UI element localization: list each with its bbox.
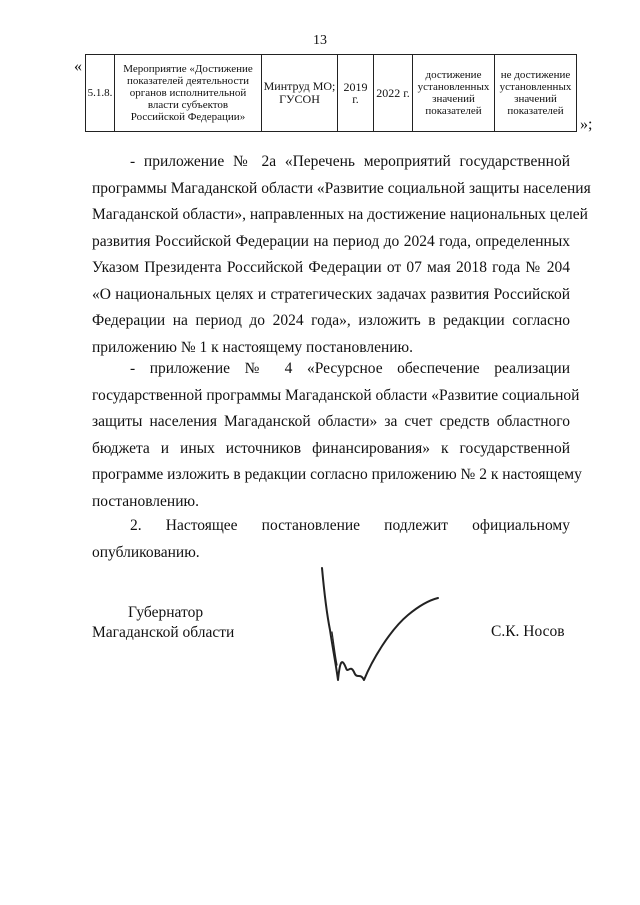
- opening-quote: «: [74, 58, 82, 75]
- event-cell: [115, 55, 262, 132]
- text-line: развития Российской Федерации на период до 2024 года, определенных: [92, 232, 570, 250]
- signatory-name: С.К. Носов: [491, 623, 565, 640]
- text-line: «О национальных целях и стратегических задачах развития Российской: [92, 285, 570, 303]
- handwritten-signature: [310, 560, 450, 700]
- signatory-title-line: Магаданской области: [92, 624, 235, 641]
- text-line: программы Магаданской области «Развитие социальной защиты населения: [92, 179, 591, 197]
- text-line: постановлению.: [92, 492, 199, 510]
- failure-cell: [495, 55, 577, 132]
- text-line: приложению № 1 к настоящему постановлению.: [92, 338, 413, 356]
- event-line: органов исполнительной: [129, 87, 247, 99]
- event-line: Мероприятие «Достижение: [123, 63, 253, 75]
- text-line: Указом Президента Российской Федерации от 07 мая 2018 года № 204: [92, 259, 570, 276]
- text-line: государственной программы Магаданской области «Развитие социальной: [92, 386, 580, 404]
- failure-line: не достижение: [500, 69, 571, 81]
- text-line: программе изложить в редакции согласно приложению № 2 к настоящему: [92, 466, 582, 483]
- text-line: 2. Настоящее постановление подлежит официальному: [130, 517, 570, 534]
- text-line: Федерации на период до 2024 года», изложить в редакции согласно: [92, 312, 570, 329]
- closing-quote: »;: [580, 116, 593, 133]
- failure-line: установленных: [499, 81, 572, 93]
- measures-table-row: [85, 54, 577, 132]
- executor-line: Минтруд МО;: [263, 79, 336, 93]
- text-line: - приложение № 2а «Перечень мероприятий государственной: [130, 153, 570, 170]
- paragraph-publication: [92, 513, 570, 566]
- event-line: власти субъектов: [147, 99, 229, 111]
- achievement-line: значений: [432, 93, 475, 105]
- paragraph-appendix-4: [92, 356, 582, 515]
- end-year-cell: 2022 г.: [374, 55, 413, 132]
- event-line: Российской Федерации»: [130, 111, 246, 123]
- signatory-title-line: Губернатор: [128, 604, 204, 621]
- achievement-line: установленных: [417, 81, 490, 93]
- page-number: 13: [313, 33, 327, 48]
- event-line: показателей деятельности: [126, 75, 250, 87]
- executor-line: ГУСОН: [279, 92, 320, 106]
- executor-cell: [262, 55, 338, 132]
- text-line: опубликованию.: [92, 543, 200, 561]
- text-line: Магаданской области», направленных на достижение национальных целей: [92, 206, 588, 223]
- failure-line: показателей: [507, 105, 564, 117]
- table-row: [86, 55, 577, 132]
- text-line: защиты населения Магаданской области» за счет средств областного: [92, 413, 570, 430]
- signatory-title: [92, 603, 234, 643]
- row-number: 5.1.8.: [86, 55, 115, 132]
- failure-line: значений: [514, 93, 557, 105]
- start-year-cell: 2019 г.: [338, 55, 374, 132]
- paragraph-appendix-2a: [92, 149, 591, 361]
- achievement-line: достижение: [425, 69, 482, 81]
- achievement-line: показателей: [425, 105, 482, 117]
- text-line: бюджета и иных источников финансирования» к государственной: [92, 439, 570, 457]
- achievement-cell: [413, 55, 495, 132]
- text-line: - приложение № 4 «Ресурсное обеспечение реализации: [130, 360, 570, 377]
